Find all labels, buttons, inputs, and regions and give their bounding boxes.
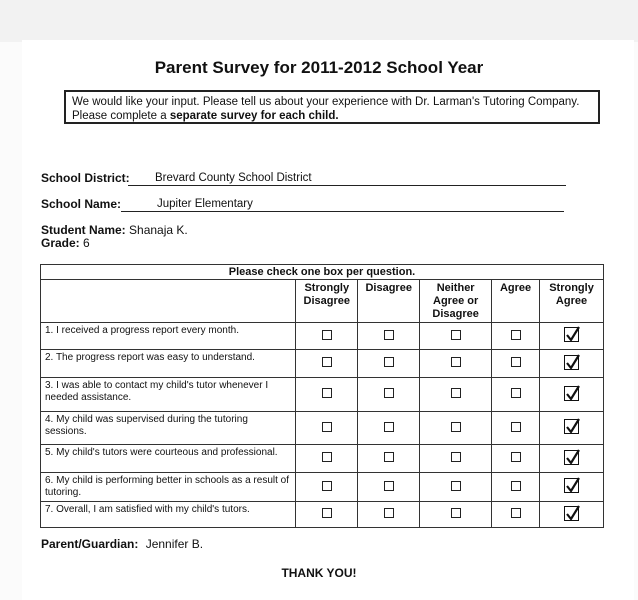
question-row — [41, 378, 604, 412]
check-mark-icon — [564, 448, 581, 467]
survey-body — [41, 323, 604, 528]
column-header — [540, 280, 604, 323]
grade-field — [41, 236, 90, 250]
column-header — [296, 280, 358, 323]
empty-checkbox[interactable] — [384, 388, 394, 398]
answer-cell — [492, 323, 540, 350]
answer-cell — [492, 445, 540, 473]
intro-line-2 — [72, 109, 592, 123]
student-label: Student Name: — [41, 223, 126, 237]
student-field — [41, 223, 188, 237]
checked-checkbox[interactable] — [564, 327, 579, 342]
empty-checkbox[interactable] — [451, 388, 461, 398]
answer-cell — [296, 350, 358, 378]
survey-title: Parent Survey for 2011-2012 School Year — [154, 58, 484, 77]
scan-top-edge — [0, 0, 638, 42]
question-text: 6. My child is performing better in schools as a result of tutoring. — [41, 473, 296, 502]
column-header — [420, 280, 492, 323]
school-value: Jupiter Elementary — [157, 198, 253, 210]
answer-cell — [420, 323, 492, 350]
empty-checkbox[interactable] — [451, 330, 461, 340]
check-mark-icon — [564, 504, 581, 523]
column-header-line: Disagree — [303, 295, 351, 307]
checked-checkbox[interactable] — [564, 450, 579, 465]
question-row — [41, 473, 604, 502]
empty-checkbox[interactable] — [322, 330, 332, 340]
empty-checkbox[interactable] — [322, 452, 332, 462]
empty-checkbox[interactable] — [511, 422, 521, 432]
answer-cell — [492, 378, 540, 412]
empty-checkbox[interactable] — [322, 357, 332, 367]
column-header-line: Agree or — [433, 295, 479, 307]
answer-cell — [420, 445, 492, 473]
school-label: School Name: — [41, 197, 122, 211]
empty-checkbox[interactable] — [511, 481, 521, 491]
check-mark-icon — [564, 325, 581, 344]
answer-cell — [358, 323, 420, 350]
empty-checkbox[interactable] — [511, 330, 521, 340]
answer-cell — [358, 502, 420, 528]
question-text: 2. The progress report was easy to understand. — [41, 350, 296, 378]
question-row — [41, 412, 604, 445]
empty-checkbox[interactable] — [511, 388, 521, 398]
question-column-header — [41, 280, 296, 323]
checked-checkbox[interactable] — [564, 506, 579, 521]
guardian-field — [41, 537, 203, 551]
answer-cell — [296, 445, 358, 473]
answer-cell — [358, 350, 420, 378]
column-header-line: Disagree — [432, 308, 479, 320]
question-text: 4. My child was supervised during the tutoring sessions. — [41, 412, 296, 445]
check-mark-icon — [564, 353, 581, 372]
column-header-line: Disagree — [365, 282, 412, 294]
column-header-line: Agree — [555, 295, 588, 307]
empty-checkbox[interactable] — [451, 481, 461, 491]
empty-checkbox[interactable] — [451, 452, 461, 462]
answer-cell — [358, 378, 420, 412]
answer-cell — [420, 502, 492, 528]
answer-cell — [296, 323, 358, 350]
answer-cell — [492, 473, 540, 502]
question-text: 1. I received a progress report every month. — [41, 323, 296, 350]
empty-checkbox[interactable] — [322, 481, 332, 491]
question-text: 3. I was able to contact my child's tutor whenever I needed assistance. — [41, 378, 296, 412]
answer-cell — [358, 445, 420, 473]
school-underline — [121, 211, 564, 212]
answer-cell — [358, 473, 420, 502]
answer-cell — [420, 378, 492, 412]
checked-checkbox[interactable] — [564, 386, 579, 401]
guardian-label: Parent/Guardian: — [41, 537, 139, 551]
empty-checkbox[interactable] — [384, 422, 394, 432]
grade-value: 6 — [83, 236, 90, 250]
question-text: 7. Overall, I am satisfied with my child's tutors. — [41, 502, 296, 528]
check-mark-icon — [564, 384, 581, 403]
column-header-line: Strongly — [549, 282, 594, 294]
question-text: 5. My child's tutors were courteous and professional. — [41, 445, 296, 473]
column-header-line: Strongly — [304, 282, 350, 294]
answer-cell — [540, 473, 604, 502]
column-header-line: Neither — [436, 282, 475, 294]
answer-cell — [296, 378, 358, 412]
empty-checkbox[interactable] — [322, 422, 332, 432]
question-row — [41, 445, 604, 473]
column-header-line: Agree — [499, 282, 532, 294]
intro-box — [64, 90, 600, 124]
answer-cell — [358, 412, 420, 445]
thank-you-text: THANK YOU! — [281, 566, 357, 580]
answer-cell — [296, 412, 358, 445]
student-value: Shanaja K. — [129, 223, 188, 237]
empty-checkbox[interactable] — [511, 452, 521, 462]
guardian-value: Jennifer B. — [145, 537, 204, 551]
answer-cell — [540, 502, 604, 528]
survey-table — [40, 264, 604, 528]
district-underline — [128, 185, 566, 186]
answer-cell — [420, 473, 492, 502]
intro-line-1: We would like your input. Please tell us about your experience with Dr. Larman's Tutoring Company. — [72, 96, 580, 108]
check-mark-icon — [564, 417, 581, 436]
empty-checkbox[interactable] — [384, 508, 394, 518]
answer-cell — [420, 412, 492, 445]
question-row — [41, 350, 604, 378]
answer-cell — [540, 378, 604, 412]
empty-checkbox[interactable] — [511, 508, 521, 518]
checked-checkbox[interactable] — [564, 419, 579, 434]
column-header — [358, 280, 420, 323]
answer-cell — [492, 412, 540, 445]
checked-checkbox[interactable] — [564, 478, 579, 493]
intro-line-2-prefix: Please complete a — [72, 110, 170, 122]
empty-checkbox[interactable] — [384, 330, 394, 340]
answer-cell — [540, 323, 604, 350]
question-row — [41, 323, 604, 350]
column-header — [492, 280, 540, 323]
answer-cell — [296, 473, 358, 502]
district-value: Brevard County School District — [155, 172, 312, 184]
answer-cell — [492, 350, 540, 378]
column-header-row — [41, 280, 604, 323]
empty-checkbox[interactable] — [322, 388, 332, 398]
empty-checkbox[interactable] — [451, 422, 461, 432]
grade-label: Grade: — [41, 236, 80, 250]
check-mark-icon — [564, 476, 581, 495]
answer-cell — [540, 445, 604, 473]
answer-cell — [420, 350, 492, 378]
checked-checkbox[interactable] — [564, 355, 579, 370]
empty-checkbox[interactable] — [384, 357, 394, 367]
empty-checkbox[interactable] — [384, 452, 394, 462]
district-label: School District: — [41, 171, 130, 185]
answer-cell — [540, 350, 604, 378]
empty-checkbox[interactable] — [322, 508, 332, 518]
answer-cell — [492, 502, 540, 528]
question-row — [41, 502, 604, 528]
table-instruction: Please check one box per question. — [41, 265, 604, 280]
empty-checkbox[interactable] — [384, 481, 394, 491]
intro-line-2-bold: separate survey for each child. — [169, 110, 339, 122]
empty-checkbox[interactable] — [451, 357, 461, 367]
answer-cell — [296, 502, 358, 528]
empty-checkbox[interactable] — [511, 357, 521, 367]
answer-cell — [540, 412, 604, 445]
empty-checkbox[interactable] — [451, 508, 461, 518]
